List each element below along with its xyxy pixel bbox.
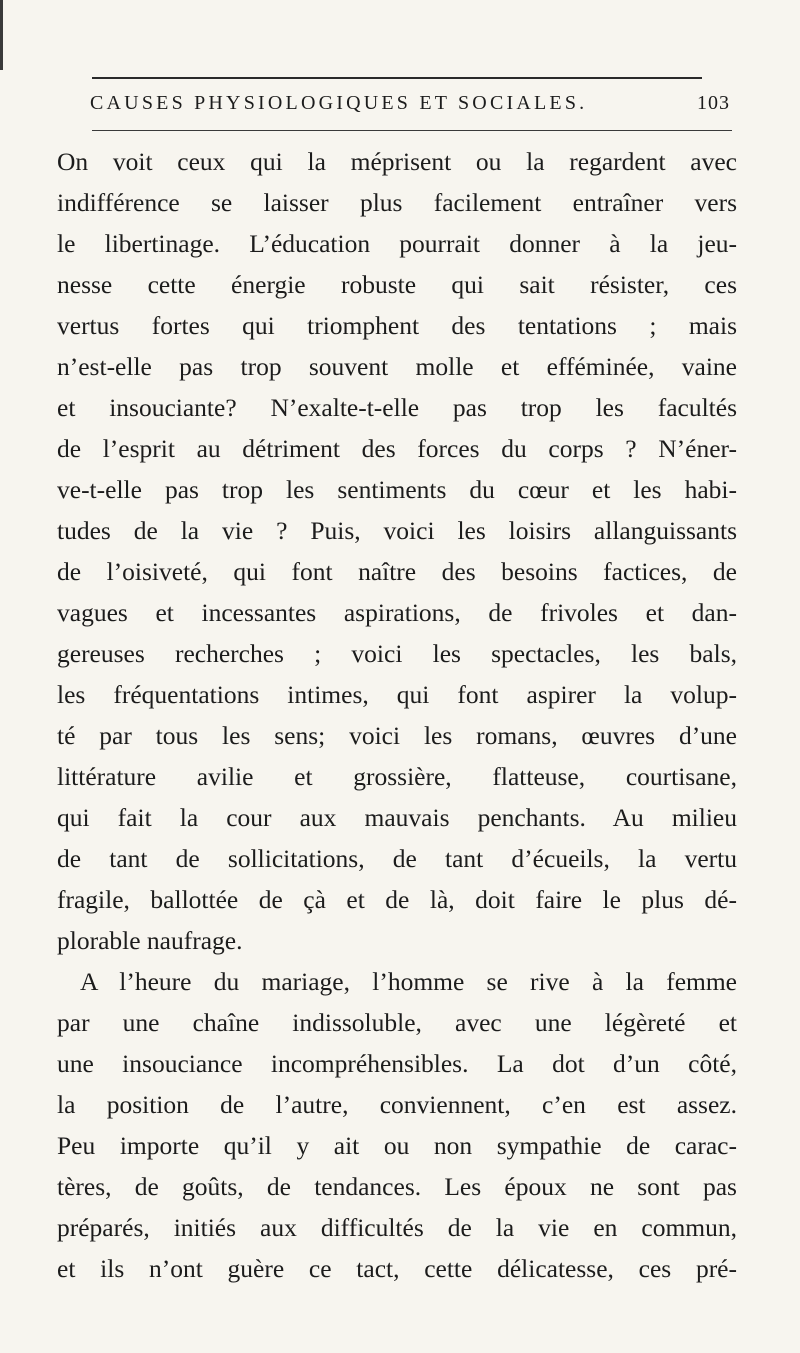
- text-line: et ils n’ont guère ce tact, cette délicatesse, ces pré-: [57, 1254, 737, 1283]
- text-line: de l’oisiveté, qui font naître des besoins factices, de: [57, 557, 737, 586]
- text-line: fragile, ballottée de çà et de là, doit faire le plus dé-: [57, 885, 737, 914]
- text-line: une insouciance incompréhensibles. La dot d’un côté,: [57, 1049, 737, 1078]
- text-line: les fréquentations intimes, qui font aspirer la volup-: [57, 680, 737, 709]
- text-line: A l’heure du mariage, l’homme se rive à la femme: [80, 967, 737, 996]
- text-line: té par tous les sens; voici les romans, œuvres d’une: [57, 721, 737, 750]
- text-line: On voit ceux qui la méprisent ou la regardent avec: [57, 147, 737, 176]
- text-line: tères, de goûts, de tendances. Les époux ne sont pas: [57, 1172, 737, 1201]
- text-line: vertus fortes qui triomphent des tentations ; mais: [57, 311, 737, 340]
- text-line: plorable naufrage.: [57, 926, 243, 955]
- text-line: et insouciante? N’exalte-t-elle pas trop les facultés: [57, 393, 737, 422]
- text-line: indifférence se laisser plus facilement entraîner vers: [57, 188, 737, 217]
- text-line: tudes de la vie ? Puis, voici les loisirs allanguissants: [57, 516, 737, 545]
- text-line: Peu importe qu’il y ait ou non sympathie de carac-: [57, 1131, 737, 1160]
- text-line: littérature avilie et grossière, flatteuse, courtisane,: [57, 762, 737, 791]
- text-line: vagues et incessantes aspirations, de frivoles et dan-: [57, 598, 737, 627]
- text-line: le libertinage. L’éducation pourrait donner à la jeu-: [57, 229, 737, 258]
- text-line: qui fait la cour aux mauvais penchants. Au milieu: [57, 803, 737, 832]
- text-line: ve-t-elle pas trop les sentiments du cœur et les habi-: [57, 475, 737, 504]
- page-edge-shadow: [0, 0, 3, 70]
- top-rule: [92, 77, 702, 79]
- text-line: nesse cette énergie robuste qui sait résister, ces: [57, 270, 737, 299]
- text-line: n’est-elle pas trop souvent molle et efféminée, vaine: [57, 352, 737, 381]
- header-rule: [92, 130, 732, 131]
- text-line: de tant de sollicitations, de tant d’écueils, la vertu: [57, 844, 737, 873]
- page-header: [90, 92, 730, 122]
- page-number: 103: [697, 92, 730, 114]
- text-line: par une chaîne indissoluble, avec une légèreté et: [57, 1008, 737, 1037]
- text-line: la position de l’autre, conviennent, c’en est assez.: [57, 1090, 737, 1119]
- text-line: préparés, initiés aux difficultés de la vie en commun,: [57, 1213, 737, 1242]
- running-title: CAUSES PHYSIOLOGIQUES ET SOCIALES.: [90, 92, 588, 114]
- text-line: gereuses recherches ; voici les spectacles, les bals,: [57, 639, 737, 668]
- text-line: de l’esprit au détriment des forces du corps ? N’éner-: [57, 434, 737, 463]
